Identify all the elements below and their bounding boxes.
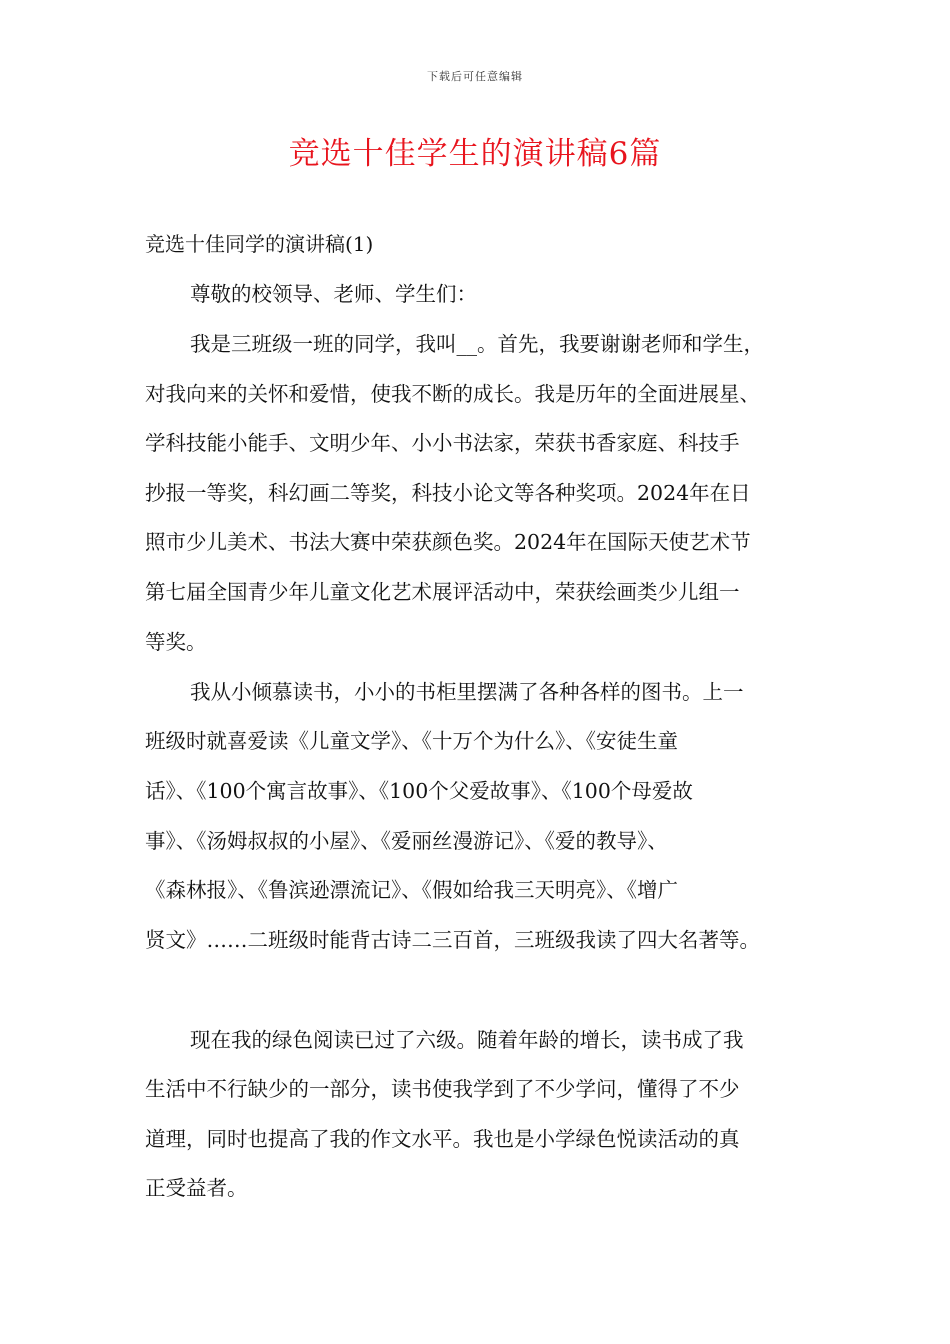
paragraph-line: 我是三班级一班的同学，我叫__。首先，我要谢谢老师和学生，: [190, 332, 764, 356]
paragraph-line: 正受益者。: [145, 1176, 248, 1200]
section-subheading: 竞选十佳同学的演讲稿(1): [145, 232, 374, 256]
paragraph-line: 照市少儿美术、书法大赛中荣获颜色奖。2024年在国际天使艺术节: [145, 530, 751, 554]
paragraph-line: 班级时就喜爱读《儿童文学》、《十万个为什么》、《安徒生童: [145, 729, 678, 753]
paragraph-line: 我从小倾慕读书，小小的书柜里摆满了各种各样的图书。上一: [190, 680, 744, 704]
paragraph-line: 第七届全国青少年儿童文化艺术展评活动中，荣获绘画类少儿组一: [145, 580, 740, 604]
paragraph-line: 生活中不行缺少的一部分，读书使我学到了不少学问，懂得了不少: [145, 1077, 740, 1101]
paragraph-line: 对我向来的关怀和爱惜，使我不断的成长。我是历年的全面进展星、: [145, 382, 760, 406]
paragraph-line: 贤文》……二班级时能背古诗二三百首，三班级我读了四大名著等。: [145, 928, 760, 952]
paragraph-line: 学科技能小能手、文明少年、小小书法家，荣获书香家庭、科技手: [145, 431, 740, 455]
paragraph-line: 《森林报》、《鲁滨逊漂流记》、《假如给我三天明亮》、《增广: [145, 878, 678, 902]
paragraph-line: 等奖。: [145, 630, 207, 654]
paragraph-line: 话》、《100个寓言故事》、《100个父爱故事》、《100个母爱故: [145, 779, 693, 803]
header-note: 下载后可任意编辑: [427, 70, 523, 83]
paragraph-line: 现在我的绿色阅读已过了六级。随着年龄的增长，读书成了我: [190, 1028, 744, 1052]
greeting-line: 尊敬的校领导、老师、学生们：: [190, 282, 477, 306]
document-title: 竞选十佳学生的演讲稿6篇: [288, 136, 662, 172]
paragraph-line: 抄报一等奖，科幻画二等奖，科技小论文等各种奖项。2024年在日: [145, 481, 751, 505]
paragraph-line: 事》、《汤姆叔叔的小屋》、《爱丽丝漫游记》、《爱的教导》、: [145, 829, 668, 853]
paragraph-line: 道理，同时也提高了我的作文水平。我也是小学绿色悦读活动的真: [145, 1127, 740, 1151]
